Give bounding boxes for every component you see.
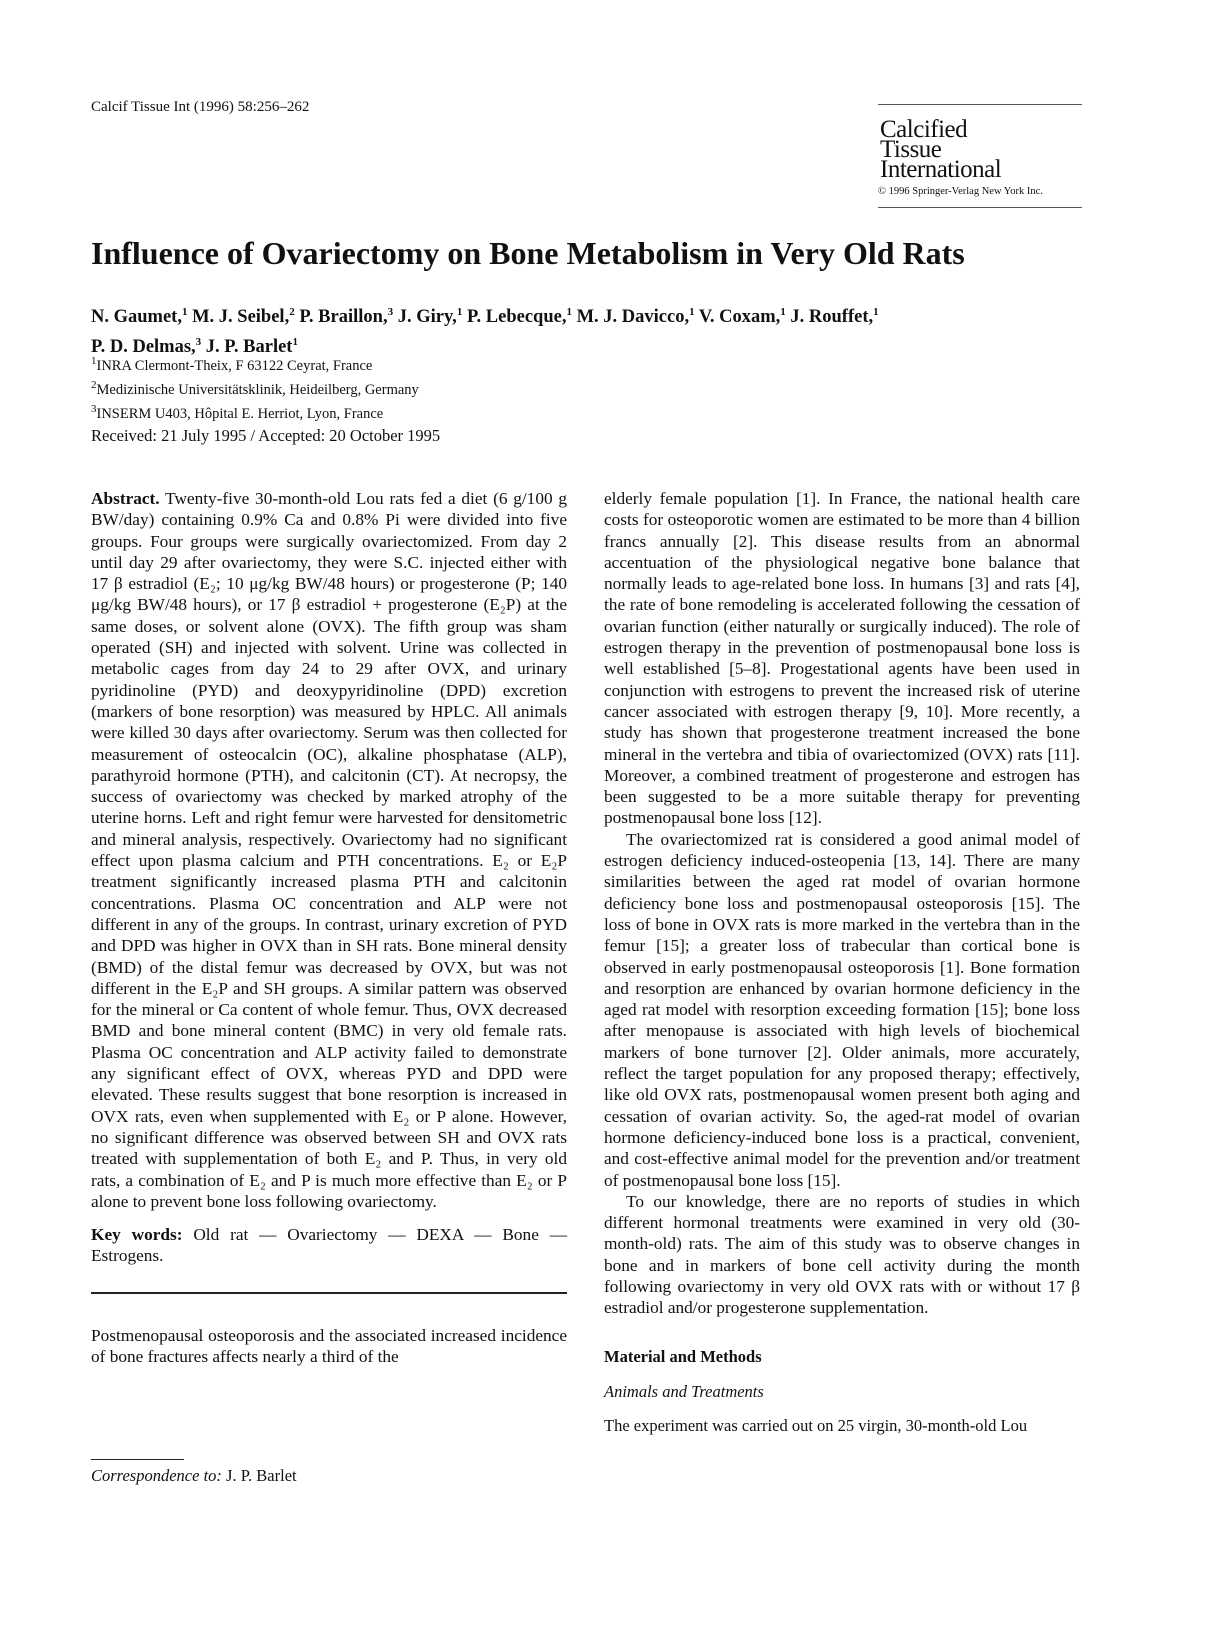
abstract-text: Twenty-five 30-month-old Lou rats fed a diet (6 g/100 g BW/day) containing 0.9% Ca and 0.8% Pi were divided into five groups. Four groups were surgically ovariectomized. From day 2 until day 29 after ovariectomy, they were S.C. injected either with 17 β estradiol (E₂; 10 μg/kg BW/48 hours) or progesterone (P; 140 μg/kg BW/48 hours), or 17 β estradiol + progesterone (E₂P) at the same doses, or solvent alone (OVX). The fifth group was sham operated (SH) and injected with solvent. Urine was collected in metabolic cages from day 24 to 29 after OVX, and urinary pyridinoline (PYD) and deoxypyridinoline (DPD) excretion (markers of bone resorption) was measured by HPLC. All animals were killed 30 days after ovariectomy. Serum was then collected for measurement of osteocalcin (OC), alkaline phosphatase (ALP), parathyroid hormone (PTH), and calcitonin (CT). At necropsy, the success of ovariectomy was checked by marked atrophy of the uterine horns. Left and right femur were harvested for densitometric and mineral analysis, respectively. Ovariectomy had no significant effect upon plasma calcium and PTH concentrations. E₂ or E₂P treatment significantly increased plasma PTH and calcitonin concentrations. Plasma OC concentration and ALP were not different in any of the groups. In contrast, urinary excretion of PYD and DPD was higher in OVX than in SH rats. Bone mineral density (BMD) of the distal femur was decreased by OVX, but was not different in the E₂P and SH groups. A similar pattern was observed for the mineral or Ca content of whole femur. Thus, OVX decreased BMD and bone mineral content (BMC) in very old female rats. Plasma OC concentration and ALP activity failed to demonstrate any significant effect of OVX, whereas PYD and DPD were elevated. These results suggest that bone resorption is increased in OVX rats, even when supplemented with E₂ or P alone. However, no significant difference was observed between SH and OVX rats treated with supplementation of both E₂ and P. Thus, in very old rats, a combination of E₂ and P is much more effective than E₂ or P alone to prevent bone loss following ovariectomy. <box>91 489 567 1211</box>
body-paragraph: To our knowledge, there are no reports of studies in which different hormonal treatments were examined in very old (30-month-old) rats. The aim of this study was to observe changes in bone and in markers of bone cell activity during the month following ovariectomy in very old OVX rats with or without 17 β estradiol and/or progesterone supplementation. <box>604 1191 1080 1318</box>
author: J. Giry,$^1$ <box>397 306 463 328</box>
journal-citation: Calcif Tissue Int (1996) 58:256–262 <box>91 99 310 115</box>
received-dates: Received: 21 July 1995 / Accepted: 20 October 1995 <box>91 426 441 445</box>
article-title: Influence of Ovariectomy on Bone Metabolism in Very Old Rats <box>91 235 965 271</box>
author: N. Gaumet,$^1$ <box>91 306 188 328</box>
subsection-heading: Animals and Treatments <box>604 1381 764 1401</box>
abstract <box>91 488 567 1212</box>
intro-paragraph: Postmenopausal osteoporosis and the associated increased incidence of bone fractures affects nearly a third of the <box>91 1325 567 1366</box>
copyright-notice: © 1996 Springer-Verlag New York Inc. <box>878 186 1043 197</box>
affiliation: $^2$Medizinische Universitätsklinik, Heideilberg, Germany <box>91 378 419 398</box>
correspondence-name: J. P. Barlet <box>226 1466 297 1485</box>
journal-logo-line-3: International <box>880 156 1002 183</box>
author: J. P. Barlet$^1$ <box>205 336 298 358</box>
abstract-label: Abstract. <box>91 489 160 508</box>
author: M. J. Davicco,$^1$ <box>576 306 695 328</box>
journal-logo-line-1: Calcified <box>880 116 968 143</box>
left-column <box>91 488 567 1367</box>
journal-logo-line-2: Tissue <box>880 136 942 163</box>
section-divider <box>91 1292 567 1294</box>
methods-paragraph: The experiment was carried out on 25 virgin, 30-month-old Lou <box>604 1416 1028 1436</box>
affiliation: $^3$INSERM U403, Hôpital E. Herriot, Lyon, France <box>91 402 384 422</box>
author: J. Rouffet,$^1$ <box>790 306 879 328</box>
body-paragraph: The ovariectomized rat is considered a good animal model of estrogen deficiency induced-osteopenia [13, 14]. There are many similarities between the aged rat model of ovarian hormone deficiency bone loss and postmenopausal osteoporosis [15]. The loss of bone in OVX rats is more marked in the vertebra than in the femur [15]; a greater loss of trabecular than cortical bone is observed in early postmenopausal osteoporosis [1]. Bone formation and resorption are enhanced by ovarian hormone deficiency in the aged rat model with resorption exceeding formation [15]; bone loss after menopause is associated with high levels of biochemical markers of bone turnover [2]. Older animals, more accurately, reflect the target population for any proposed therapy; effectively, like old OVX rats, postmenopausal women present both aging and cessation of ovarian activity. So, the aged-rat model of ovarian hormone deficiency-induced bone loss is a practical, convenient, and cost-effective animal model for the prevention and/or treatment of postmenopausal bone loss [15]. <box>604 829 1080 1190</box>
footnote-rule <box>91 1459 184 1460</box>
correspondence-label: Correspondence to: <box>91 1466 222 1485</box>
author: V. Coxam,$^1$ <box>698 306 786 328</box>
author: P. Lebecque,$^1$ <box>466 306 572 328</box>
affiliation: $^1$INRA Clermont-Theix, F 63122 Ceyrat, France <box>91 355 373 374</box>
journal-logo-box <box>878 104 1082 208</box>
affiliations <box>91 352 419 423</box>
keywords <box>91 1224 567 1267</box>
body-paragraph: elderly female population [1]. In France, the national health care costs for osteoporotic women are estimated to be more than 4 billion francs annually [2]. This disease results from an abnormal accentuation of the physiological negative bone balance that normally leads to age-related bone loss. In humans [3] and rats [4], the rate of bone remodeling is accelerated following the cessation of ovarian function (either naturally or surgically induced). The role of estrogen therapy in the prevention of postmenopausal bone loss is well established [5–8]. Progestational agents have been used in conjunction with estrogens to prevent the increased risk of uterine cancer associated with estrogen therapy [9, 10]. More recently, a study has shown that progesterone treatment increased the bone mineral in the vertebra and tibia of ovariectomized (OVX) rats [11]. Moreover, a combined treatment of progesterone and estrogen has been suggested to be a more suitable therapy for preventing postmenopausal bone loss [12]. <box>604 489 1080 828</box>
author: M. J. Seibel,$^2$ <box>192 306 295 328</box>
section-heading: Material and Methods <box>604 1346 762 1366</box>
right-column <box>604 488 1080 1436</box>
author: P. D. Delmas,$^3$ <box>91 336 202 358</box>
author: P. Braillon,$^3$ <box>299 306 394 328</box>
keywords-label: Key words: <box>91 1225 183 1245</box>
correspondence-footnote <box>91 1466 297 1486</box>
keywords-text: Old rat — Ovariectomy — DEXA — Bone — Estrogens. <box>91 1225 567 1266</box>
